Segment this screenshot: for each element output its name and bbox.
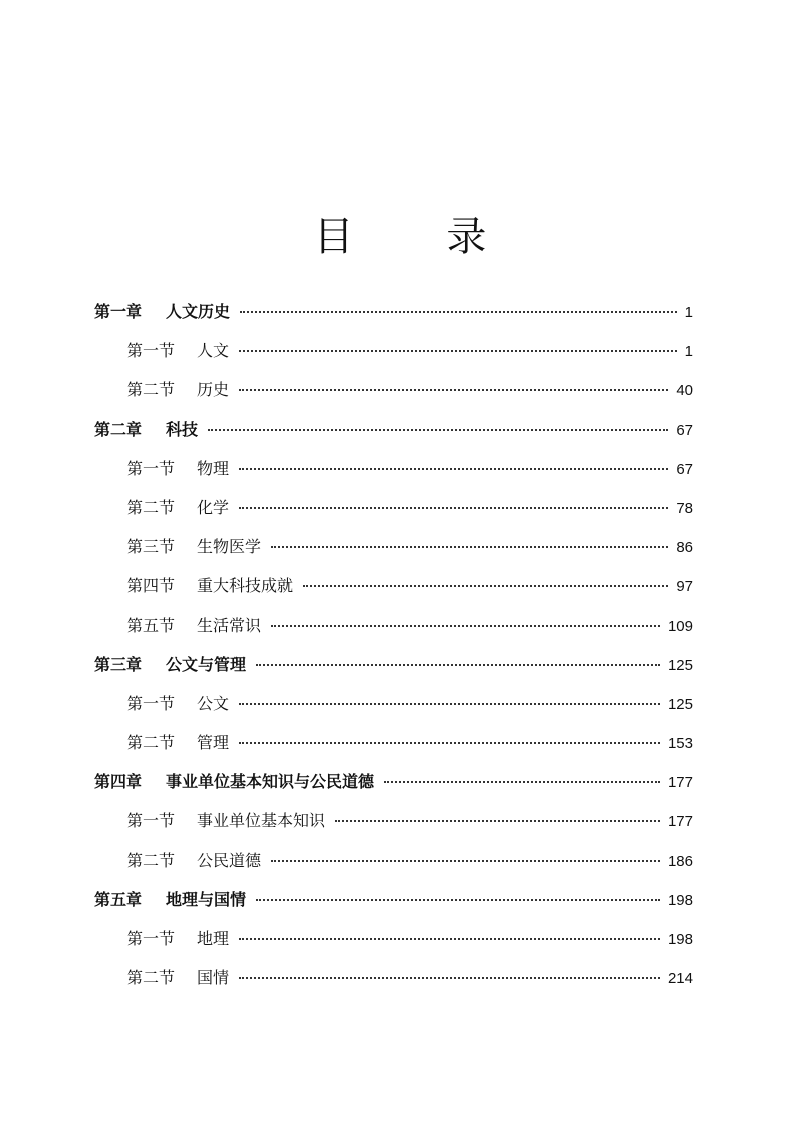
toc-section-row[interactable] (0, 801, 800, 840)
dot-leader (208, 429, 668, 431)
toc-section-row[interactable] (0, 841, 800, 880)
dot-leader (256, 899, 660, 901)
section-number: 第一节 (127, 811, 176, 831)
section-title: 物理 (197, 458, 230, 478)
section-title: 事业单位基本知识 (197, 811, 326, 831)
dot-leader (240, 311, 677, 313)
section-title: 生活常识 (197, 615, 262, 635)
page-number: 153 (667, 735, 693, 753)
page-number: 125 (667, 695, 693, 713)
chapter-number: 第五章 (94, 889, 143, 909)
section-number: 第二节 (127, 850, 176, 870)
toc-section-row[interactable] (0, 449, 800, 488)
toc-section-row[interactable] (0, 488, 800, 527)
toc-chapter-row[interactable] (0, 292, 800, 331)
page-number: 125 (667, 656, 693, 674)
page-number: 214 (667, 970, 693, 988)
toc-section-row[interactable] (0, 958, 800, 997)
section-title: 人文 (197, 341, 230, 361)
dot-leader (239, 977, 660, 979)
page-number: 67 (676, 460, 693, 478)
toc-section-row[interactable] (0, 370, 800, 409)
chapter-number: 第四章 (94, 772, 143, 792)
page-number: 1 (684, 343, 693, 361)
page-number: 198 (667, 891, 693, 909)
dot-leader (239, 938, 660, 940)
toc-chapter-row[interactable] (0, 645, 800, 684)
dot-leader (384, 781, 660, 783)
dot-leader (239, 507, 668, 509)
page-number: 78 (676, 499, 693, 517)
toc-chapter-row[interactable] (0, 762, 800, 801)
chapter-title: 地理与国情 (166, 889, 247, 909)
section-number: 第二节 (127, 380, 176, 400)
section-number: 第二节 (127, 733, 176, 753)
page-number: 67 (676, 421, 693, 439)
page-number: 177 (667, 813, 693, 831)
toc-chapter-row[interactable] (0, 880, 800, 919)
toc-section-row[interactable] (0, 527, 800, 566)
chapter-number: 第二章 (94, 419, 143, 439)
section-title: 生物医学 (197, 537, 262, 557)
section-title: 公民道德 (197, 850, 262, 870)
toc-section-row[interactable] (0, 331, 800, 370)
section-number: 第二节 (127, 968, 176, 988)
dot-leader (239, 742, 660, 744)
section-number: 第三节 (127, 537, 176, 557)
toc-chapter-row[interactable] (0, 410, 800, 449)
toc-section-row[interactable] (0, 919, 800, 958)
chapter-title: 公文与管理 (166, 654, 247, 674)
chapter-number: 第三章 (94, 654, 143, 674)
page-title: 目 录 (313, 213, 527, 260)
page-number: 40 (676, 382, 693, 400)
chapter-title: 科技 (166, 419, 199, 439)
section-title: 历史 (197, 380, 230, 400)
section-number: 第一节 (127, 929, 176, 948)
page-number: 1 (684, 304, 693, 321)
dot-leader (271, 860, 660, 862)
dot-leader (239, 703, 660, 705)
section-title: 地理 (197, 929, 230, 948)
section-title: 化学 (197, 497, 230, 517)
toc-section-row[interactable] (0, 723, 800, 762)
chapter-title: 人文历史 (166, 302, 231, 321)
page-number: 186 (667, 852, 693, 870)
dot-leader (271, 546, 668, 548)
dot-leader (303, 585, 668, 587)
section-title: 管理 (197, 733, 230, 753)
dot-leader (335, 820, 660, 822)
page-number: 86 (676, 539, 693, 557)
dot-leader (256, 664, 660, 666)
section-number: 第一节 (127, 341, 176, 361)
section-title: 重大科技成就 (197, 576, 294, 596)
section-number: 第二节 (127, 497, 176, 517)
page-number: 177 (667, 774, 693, 792)
dot-leader (239, 468, 668, 470)
chapter-number: 第一章 (94, 302, 143, 321)
page-number: 97 (676, 578, 693, 596)
toc-section-row[interactable] (0, 566, 800, 605)
section-number: 第四节 (127, 576, 176, 596)
dot-leader (271, 625, 660, 627)
section-number: 第一节 (127, 693, 176, 713)
page-number: 198 (667, 931, 693, 948)
toc-section-row[interactable] (0, 606, 800, 645)
table-of-contents (0, 292, 800, 997)
dot-leader (239, 350, 677, 352)
section-title: 国情 (197, 968, 230, 988)
chapter-title: 事业单位基本知识与公民道德 (166, 772, 375, 792)
toc-section-row[interactable] (0, 684, 800, 723)
section-number: 第五节 (127, 615, 176, 635)
page-number: 109 (667, 617, 693, 635)
dot-leader (239, 389, 668, 391)
section-title: 公文 (197, 693, 230, 713)
section-number: 第一节 (127, 458, 176, 478)
